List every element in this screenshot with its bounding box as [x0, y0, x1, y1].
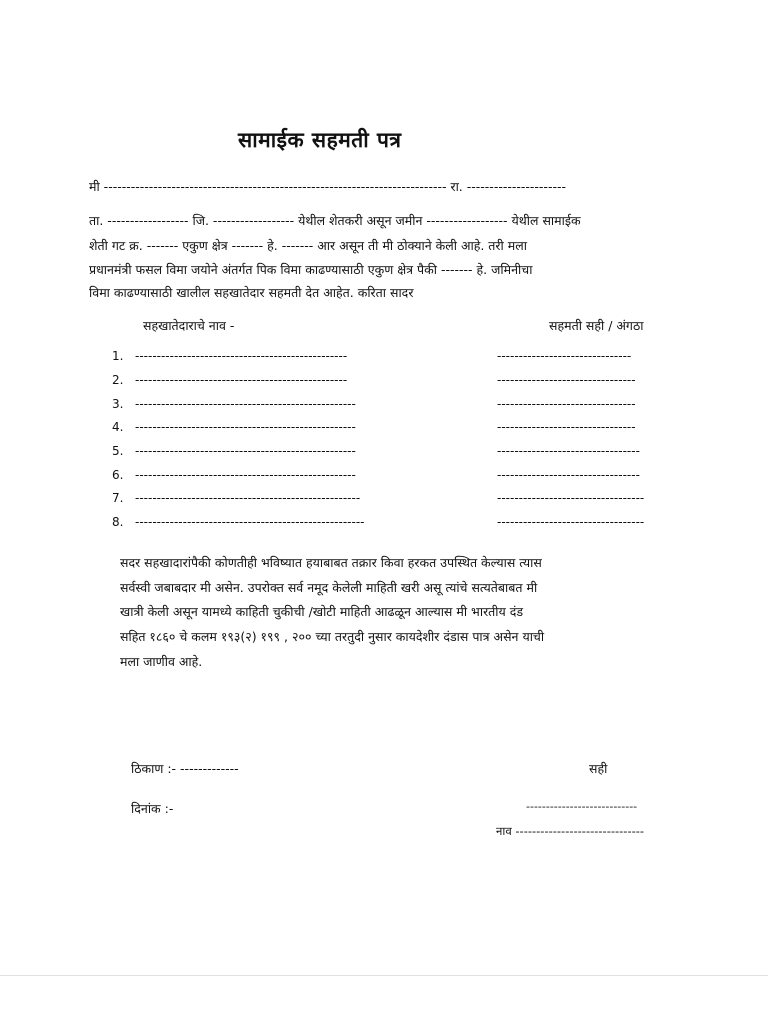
intro-line-1: मी ---------------------------------------------------------------------------- रा. ---------------------- [89, 179, 566, 194]
place-field: ठिकाण :- ------------- [131, 761, 239, 776]
date-field: दिनांक :- [131, 801, 174, 816]
sign-blank-line: ---------------------------------- [497, 515, 645, 529]
row-number: 8. [112, 515, 124, 529]
declaration-line-5: मला जाणीव आहे. [120, 654, 203, 669]
co-owner-row [112, 420, 672, 438]
sign-blank-line: -------------------------------- [497, 420, 636, 434]
row-number: 7. [112, 491, 124, 505]
row-number: 3. [112, 397, 124, 411]
co-owner-row [112, 397, 672, 415]
name-blank-line: ------------------------------------------------- [135, 373, 348, 387]
co-owner-row [112, 468, 672, 486]
consent-sign-header: सहमती सही / अंगठा [549, 318, 644, 333]
name-blank-line: ------------------------------------------------- [135, 349, 348, 363]
sign-blank-line: ------------------------------- [497, 349, 632, 363]
row-number: 4. [112, 420, 124, 434]
row-number: 2. [112, 373, 124, 387]
sign-blank-line: -------------------------------- [497, 373, 636, 387]
document-title: सामाईक सहमती पत्र [238, 128, 402, 152]
intro-line-3: शेती गट क्र. ------- एकुण क्षेत्र ------- हे. ------- आर असून ती मी ठोक्याने केली आहे. तरी मला [89, 238, 527, 253]
row-number: 5. [112, 444, 124, 458]
intro-line-2: ता. ------------------ जि. ------------------ येथील शेतकरी असून जमीन ------------------ येथील सामाईक [89, 213, 581, 228]
co-owner-row [112, 515, 672, 533]
declaration-line-2: सर्वस्वी जबाबदार मी असेन. उपरोक्त सर्व नमूद केलेली माहिती खरी असू त्यांचे सत्यतेबाबत मी [120, 580, 538, 595]
co-owner-row [112, 349, 672, 367]
name-blank-line: ---------------------------------------------------- [135, 491, 361, 505]
sign-blank-line: ---------------------------------- [497, 491, 645, 505]
co-owner-row [112, 444, 672, 462]
row-number: 1. [112, 349, 124, 363]
row-number: 6. [112, 468, 124, 482]
declaration-line-1: सदर सहखादारांपैकी कोणतीही भविष्यात हयाबाबत तक्रार किवा हरकत उपस्थित केल्यास त्यास [120, 555, 542, 570]
declaration-line-4: सहित १८६० चे कलम १९३(२) १९९ , २०० च्या तरतुदी नुसार कायदेशीर दंडास पात्र असेन याची [120, 629, 545, 644]
name-blank-line: --------------------------------------------------- [135, 468, 356, 482]
co-owner-name-header: सहखातेदाराचे नाव - [143, 318, 235, 333]
page-bottom-margin [0, 975, 768, 1024]
co-owner-row [112, 373, 672, 391]
name-blank-line: --------------------------------------------------- [135, 397, 356, 411]
sign-blank-line: --------------------------------- [497, 444, 640, 458]
sign-blank-line: --------------------------------- [497, 468, 640, 482]
name-field: नाव ------------------------------- [496, 824, 645, 838]
co-owner-row [112, 491, 672, 509]
name-blank-line: ----------------------------------------------------- [135, 515, 365, 529]
signature-blank-line: ---------------------------- [526, 800, 638, 813]
declaration-line-3: खात्री केली असून यामध्ये काहिती चुकीची /खोटी माहिती आढळून आल्यास मी भारतीय दंड [120, 604, 524, 619]
intro-line-5: विमा काढण्यासाठी खालील सहखातेदार सहमती देत आहेत. करिता सादर [89, 285, 414, 300]
name-blank-line: --------------------------------------------------- [135, 420, 356, 434]
signature-label: सही [589, 761, 608, 776]
intro-line-4: प्रधानमंत्री फसल विमा जयोने अंतर्गत पिक विमा काढण्यासाठी एकुण क्षेत्र पैकी ------- हे. जमिनीचा [89, 262, 533, 277]
sign-blank-line: -------------------------------- [497, 397, 636, 411]
name-blank-line: --------------------------------------------------- [135, 444, 356, 458]
